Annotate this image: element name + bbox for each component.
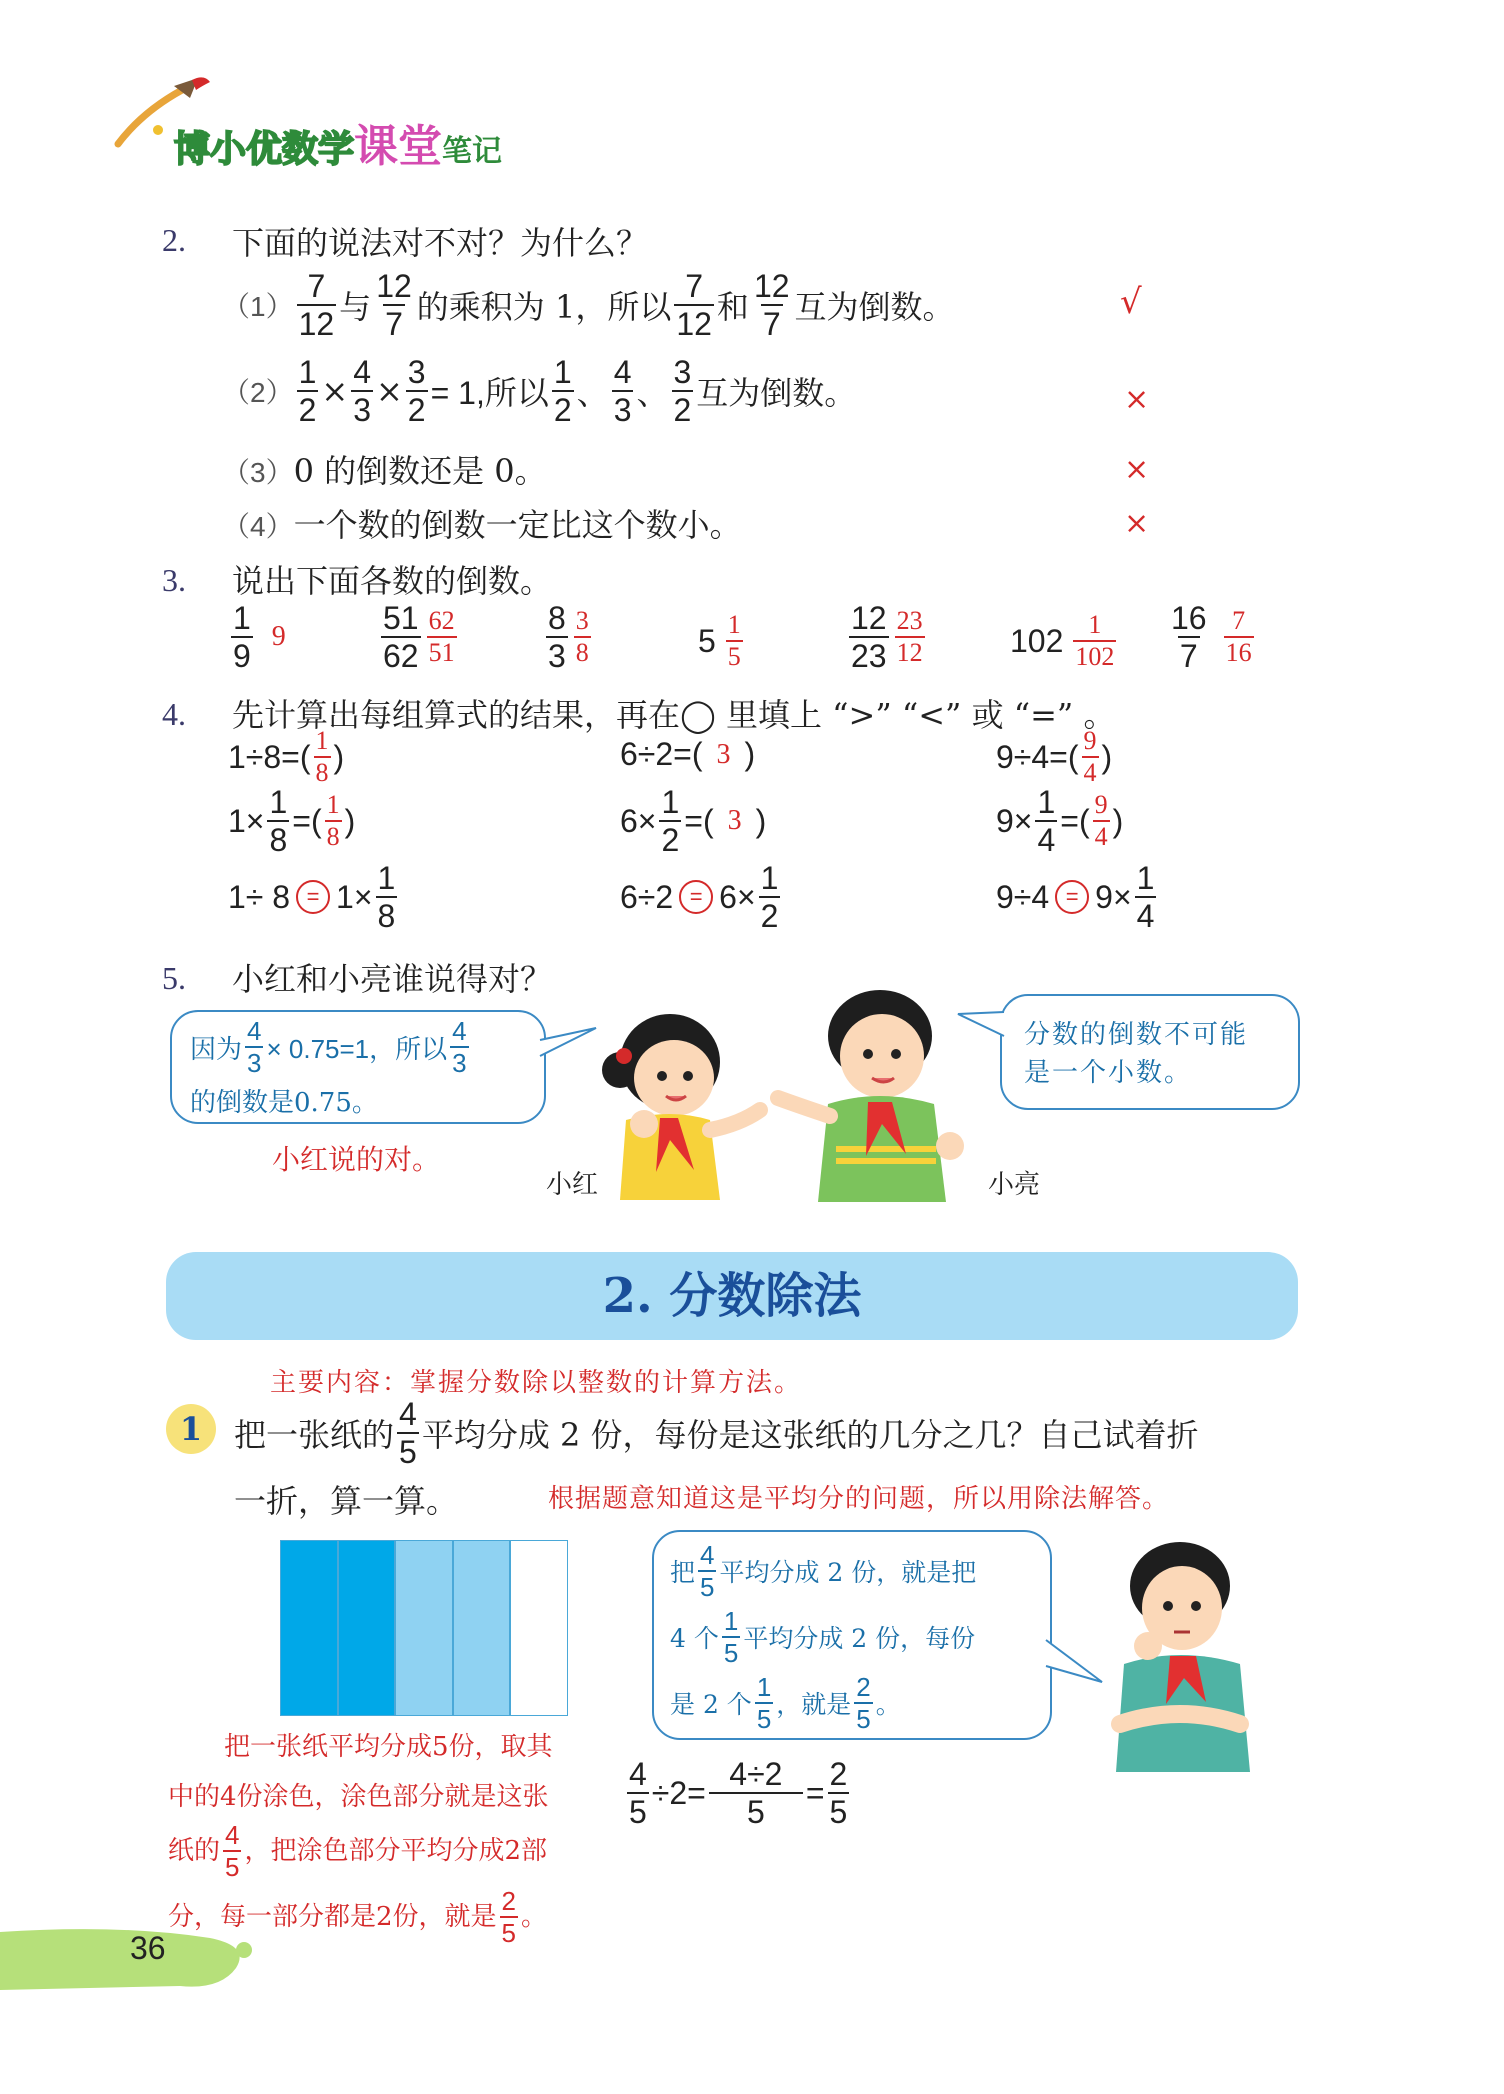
q3-prompt: 说出下面各数的倒数。	[232, 562, 553, 600]
check-mark-1: √	[1120, 282, 1142, 322]
logo-text-c: 笔记	[442, 134, 503, 169]
q4-number: 4.	[162, 696, 186, 732]
q2-prompt: 下面的说法对不对？为什么？	[232, 224, 649, 262]
q4-g3-r2: 9× $\frac{1}{4}$ =( $\frac{9}{4}$ )	[996, 784, 1124, 858]
girl-illustration	[570, 1000, 770, 1210]
page-number: 36	[130, 1930, 166, 1966]
example-badge: 1	[166, 1404, 216, 1454]
girl-name: 小红	[546, 1170, 599, 1200]
fraction-bar-cell	[281, 1541, 339, 1715]
q4-g1-r2: 1× $\frac{1}{8}$ =( $\frac{1}{8}$ )	[228, 784, 356, 858]
boy-name: 小亮	[988, 1170, 1041, 1200]
section-header	[166, 1252, 1298, 1340]
q2-item-3: （3）0 的倒数还是 0。	[222, 452, 547, 490]
q3-items: $\frac{1}{9}$ 9 $\frac{51}{62}$ $\frac{62}{51}$ $\frac{8}{3}$ $\frac{3}{8}$ 5 $\frac{1}{5}$ $\frac{12}{23}$ $\frac{23}{12}$ 102 $\frac{1}{102}$ $\frac{16}{7}$ $\frac{7}{16}$	[233, 600, 1252, 674]
q4-g3-cmp: 9÷4 = 9× $\frac{1}{4}$	[996, 860, 1155, 934]
q4-g3-r1: 9÷4=( $\frac{9}{4}$ )	[996, 726, 1113, 787]
right-speech-bubble: 分数的倒数不可能 是一个小数。	[1000, 994, 1300, 1110]
q2-number: 2.	[162, 222, 186, 258]
bubble-tail-ex1	[1044, 1636, 1104, 1686]
main-content: 主要内容：掌握分数除以整数的计算方法。	[270, 1368, 803, 1398]
q2-item-2: （2） $\frac{1}{2}$ × $\frac{4}{3}$ × $\frac{3}{2}$ = 1,所以 $\frac{1}{2}$ 、 $\frac{4}{3}$ 、 $\frac{3}{2}$ 互为倒数。	[222, 354, 857, 428]
cross-mark-2: ×	[1124, 382, 1150, 417]
section-title: 2. 分数除法	[602, 1268, 862, 1324]
logo-text-a: 博小优数学	[174, 129, 355, 170]
item-label: （1）	[222, 291, 294, 322]
cross-mark-4: ×	[1124, 506, 1150, 541]
bubble-tail-right	[956, 1004, 1006, 1044]
explanation: 把一张纸平均分成5份，取其 中的4份涂色，涂色部分就是这张 纸的 $\frac{4}{5}$ ，把涂色部分平均分成2部 分，每一部分都是2份，就是 $\frac{2}{5}$ 。	[168, 1732, 553, 1948]
q4-g2-cmp: 6÷2 = 6× $\frac{1}{2}$	[620, 860, 779, 934]
ex1-speech-bubble: 把 $\frac{4}{5}$ 平均分成 2 份，就是把 4 个 $\frac{1}{5}$ 平均分成 2 份，每份 是 2 个 $\frac{1}{5}$ ，就是 $\frac{2}{5}$ 。	[652, 1530, 1052, 1740]
ex1-note: 根据题意知道这是平均分的问题，所以用除法解答。	[548, 1484, 1170, 1514]
compare-circle: =	[1055, 880, 1089, 914]
q5-answer: 小红说的对。	[272, 1143, 441, 1176]
q3-number: 3.	[162, 562, 186, 598]
q4-g1-r1: 1÷8=( $\frac{1}{8}$ )	[228, 726, 345, 787]
header-logo	[112, 72, 582, 172]
left-speech-bubble: 因为 $\frac{4}{3}$ × 0.75=1，所以 $\frac{4}{3}$ 的倒数是0.75。	[170, 1010, 546, 1124]
fraction-bar-cell	[339, 1541, 397, 1715]
logo-text-b: 课堂	[354, 121, 443, 172]
ex1-formula: $\frac{4}{5}$ ÷2= $\frac{4\div 2}{5}$ = $\frac{2}{5}$	[629, 1756, 848, 1830]
fraction-bar-cell	[511, 1541, 567, 1715]
q2-item-4: （4）一个数的倒数一定比这个数小。	[222, 506, 742, 544]
q4-g1-cmp: 1÷ 8 = 1× $\frac{1}{8}$	[228, 860, 396, 934]
q2-item-1: （1） $\frac{7}{12}$ 与 $\frac{12}{7}$ 的乘积为 1，所以 $\frac{7}{12}$ 和 $\frac{12}{7}$ 互为倒数。	[222, 268, 955, 342]
compare-circle: =	[679, 880, 713, 914]
q4-g2-r1: 6÷2=( 3 )	[620, 736, 756, 772]
fraction-bar-cell	[454, 1541, 512, 1715]
q5-number: 5.	[162, 960, 186, 996]
compare-circle: =	[296, 880, 330, 914]
ex1-line-1: 把一张纸的 $\frac{4}{5}$ 平均分成 2 份，每份是这张纸的几分之几？自己试着折	[234, 1396, 1199, 1470]
ex1-line-2: 一折，算一算。	[234, 1482, 459, 1520]
thinking-boy-illustration	[1100, 1534, 1260, 1774]
cross-mark-3: ×	[1124, 452, 1150, 487]
q5-prompt: 小红和小亮谁说得对？	[232, 960, 553, 998]
fraction-bar-cell	[396, 1541, 454, 1715]
q4-g2-r2: 6× $\frac{1}{2}$ =( 3 )	[620, 784, 767, 858]
fraction-bar	[280, 1540, 568, 1716]
q4-prompt: 先计算出每组算式的结果，再在◯ 里填上 “>” “<” 或 “=” 。	[232, 696, 1116, 734]
